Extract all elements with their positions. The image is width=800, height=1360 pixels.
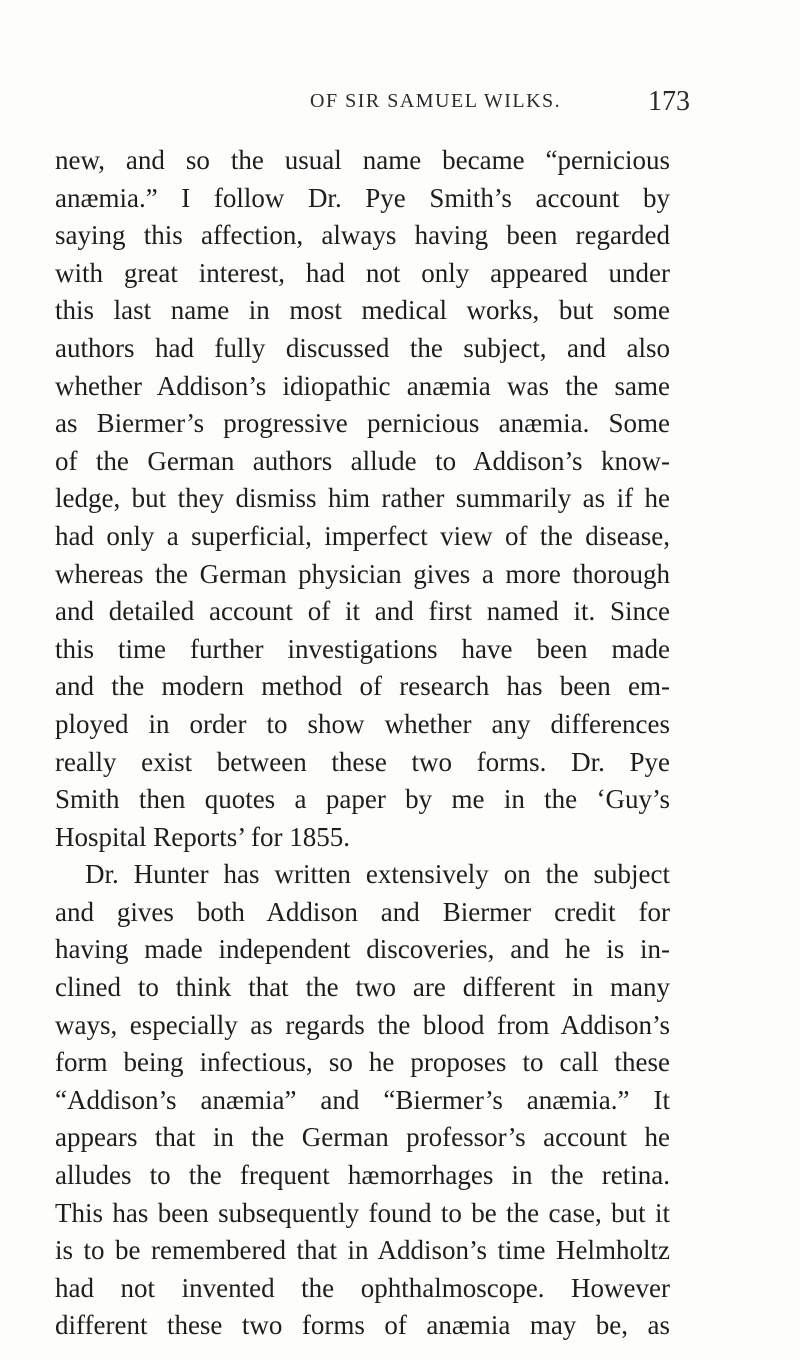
text-line: saying this affection, always having been regarded <box>55 220 670 251</box>
text-line: is to be remembered that in Addison’s time Helmholtz <box>55 1235 670 1266</box>
text-line: this last name in most medical works, but some <box>55 295 670 326</box>
text-line: ledge, but they dismiss him rather summarily as if he <box>55 483 670 514</box>
text-line: alludes to the frequent hæmorrhages in the retina. <box>55 1160 670 1191</box>
text-line: ployed in order to show whether any differences <box>55 708 670 739</box>
text-line: and detailed account of it and first named it. Since <box>55 596 670 627</box>
text-line: “Addison’s anæmia” and “Biermer’s anæmia.” It <box>55 1084 670 1115</box>
body-text <box>55 142 670 1345</box>
text-line: had not invented the ophthalmoscope. However <box>55 1272 670 1303</box>
running-head <box>0 86 800 126</box>
text-line: with great interest, had not only appeared under <box>55 257 670 288</box>
text-line: Dr. Hunter has written extensively on the subject <box>85 859 670 890</box>
text-line: and gives both Addison and Biermer credit for <box>55 896 670 927</box>
text-line: anæmia.” I follow Dr. Pye Smith’s account by <box>55 182 670 213</box>
text-line: Smith then quotes a paper by me in the ‘Guy’s <box>55 784 670 815</box>
text-line: clined to think that the two are different in many <box>55 972 670 1003</box>
text-line: different these two forms of anæmia may be, as <box>55 1310 670 1341</box>
text-line: new, and so the usual name became “pernicious <box>55 145 670 175</box>
text-line: as Biermer’s progressive pernicious anæmia. Some <box>55 408 670 439</box>
text-line: This has been subsequently found to be the case, but it <box>55 1197 670 1228</box>
text-line: had only a superficial, imperfect view of the disease, <box>55 520 670 551</box>
running-title: OF SIR SAMUEL WILKS. <box>310 90 562 112</box>
text-line: Hospital Reports’ for 1855. <box>55 821 350 852</box>
text-line: and the modern method of research has been em- <box>55 671 670 702</box>
text-line: whereas the German physician gives a more thorough <box>55 558 670 589</box>
text-line: this time further investigations have been made <box>55 633 670 664</box>
text-line: form being infectious, so he proposes to call these <box>55 1047 670 1078</box>
text-line: authors had fully discussed the subject, and also <box>55 332 670 363</box>
text-line: whether Addison’s idiopathic anæmia was the same <box>55 370 670 401</box>
text-line: of the German authors allude to Addison’s know- <box>55 445 670 476</box>
text-line: having made independent discoveries, and he is in- <box>55 934 670 965</box>
page-number: 173 <box>648 86 690 117</box>
text-line: really exist between these two forms. Dr. Pye <box>55 746 670 777</box>
text-line: ways, especially as regards the blood from Addison’s <box>55 1009 670 1040</box>
text-line: appears that in the German professor’s account he <box>55 1122 670 1153</box>
